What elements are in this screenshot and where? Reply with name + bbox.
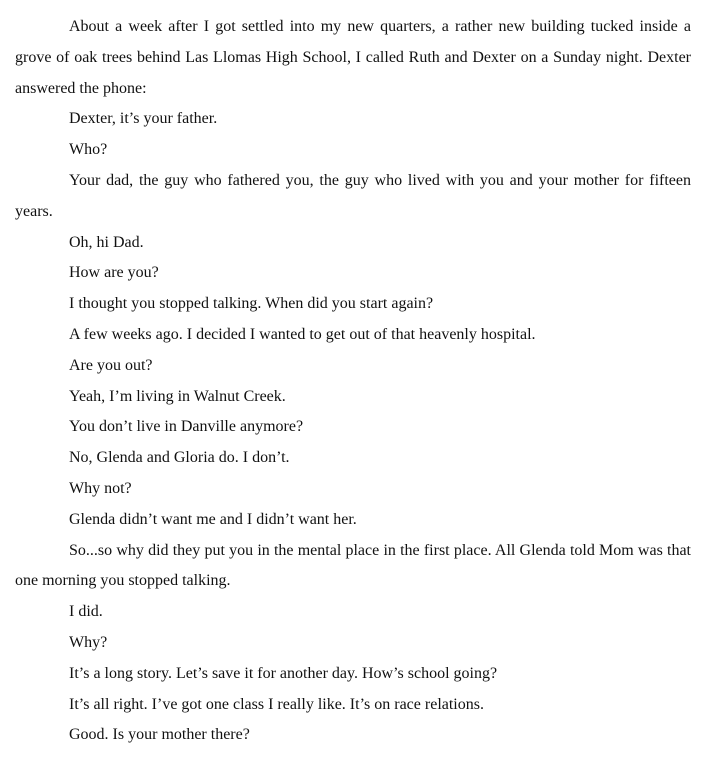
paragraph: I did.	[69, 603, 103, 621]
paragraph: Your dad, the guy who fathered you, the guy who lived with you and your mother for fifteen years.	[15, 171, 691, 220]
document-page	[15, 12, 691, 751]
paragraph: Good. Is your mother there?	[69, 726, 250, 744]
paragraph: Glenda didn’t want me and I didn’t want her.	[69, 510, 357, 528]
paragraph: About a week after I got settled into my new quarters, a rather new building tucked inside a grove of oak trees behind Las Llomas High School, I called Ruth and Dexter on a Sunday night. Dexter answered the phone:	[15, 18, 691, 97]
paragraph: Are you out?	[69, 356, 153, 374]
paragraph: Oh, hi Dad.	[69, 233, 144, 251]
paragraph: I thought you stopped talking. When did you start again?	[69, 295, 434, 313]
paragraph: You don’t live in Danville anymore?	[69, 418, 304, 436]
paragraph: Why?	[69, 633, 108, 651]
paragraph: It’s a long story. Let’s save it for another day. How’s school going?	[69, 664, 498, 682]
paragraph: No, Glenda and Gloria do. I don’t.	[69, 449, 290, 467]
paragraph: Dexter, it’s your father.	[69, 110, 218, 128]
paragraph: Who?	[69, 141, 108, 159]
paragraph: So...so why did they put you in the mental place in the first place. All Glenda told Mom was that one morning you stopped talking.	[15, 541, 691, 590]
paragraph: Why not?	[69, 479, 132, 497]
paragraph: It’s all right. I’ve got one class I really like. It’s on race relations.	[69, 695, 484, 713]
paragraph: Yeah, I’m living in Walnut Creek.	[69, 387, 286, 405]
paragraph: How are you?	[69, 264, 159, 282]
paragraph: A few weeks ago. I decided I wanted to get out of that heavenly hospital.	[69, 325, 536, 343]
